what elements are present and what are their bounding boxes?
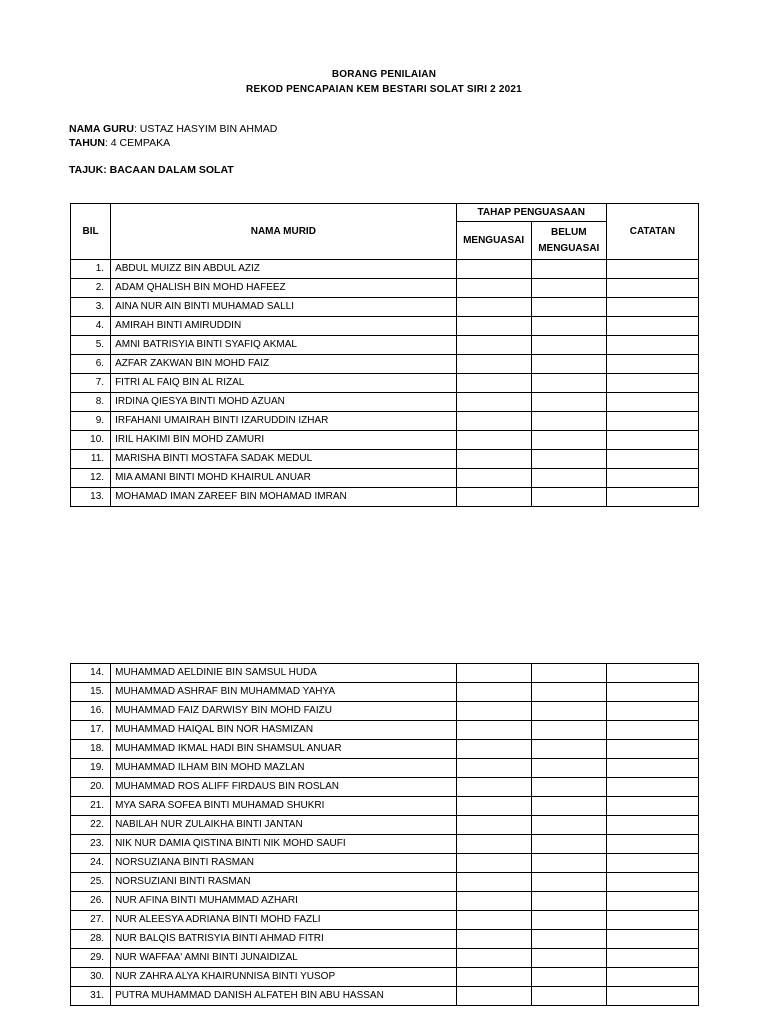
header-belum-menguasai: BELUM MENGUASAI — [531, 222, 606, 260]
student-name: MUHAMMAD ILHAM BIN MOHD MAZLAN — [111, 759, 457, 778]
belum-menguasai-cell — [531, 930, 606, 949]
catatan-cell — [606, 488, 698, 507]
table-row — [71, 279, 699, 298]
belum-menguasai-cell — [531, 816, 606, 835]
student-name: NUR AFINA BINTI MUHAMMAD AZHARI — [111, 892, 457, 911]
student-name: MARISHA BINTI MOSTAFA SADAK MEDUL — [111, 450, 457, 469]
student-name: MUHAMMAD AELDINIE BIN SAMSUL HUDA — [111, 664, 457, 683]
menguasai-cell — [456, 317, 531, 336]
menguasai-cell — [456, 721, 531, 740]
student-number: 13. — [71, 488, 111, 507]
student-name: FITRI AL FAIQ BIN AL RIZAL — [111, 374, 457, 393]
catatan-cell — [606, 778, 698, 797]
catatan-cell — [606, 968, 698, 987]
student-name: NABILAH NUR ZULAIKHA BINTI JANTAN — [111, 816, 457, 835]
belum-menguasai-cell — [531, 892, 606, 911]
belum-menguasai-cell — [531, 260, 606, 279]
student-name: ABDUL MUIZZ BIN ABDUL AZIZ — [111, 260, 457, 279]
student-name: MIA AMANI BINTI MOHD KHAIRUL ANUAR — [111, 469, 457, 488]
table-row — [71, 393, 699, 412]
menguasai-cell — [456, 835, 531, 854]
student-name: IRDINA QIESYA BINTI MOHD AZUAN — [111, 393, 457, 412]
table-row — [71, 892, 699, 911]
table-row — [71, 431, 699, 450]
student-number: 30. — [71, 968, 111, 987]
catatan-cell — [606, 683, 698, 702]
table-row — [71, 968, 699, 987]
table-row — [71, 740, 699, 759]
student-name: NIK NUR DAMIA QISTINA BINTI NIK MOHD SAUFI — [111, 835, 457, 854]
student-number: 4. — [71, 317, 111, 336]
menguasai-cell — [456, 854, 531, 873]
table-row — [71, 488, 699, 507]
student-name: MOHAMAD IMAN ZAREEF BIN MOHAMAD IMRAN — [111, 488, 457, 507]
table-row — [71, 721, 699, 740]
menguasai-cell — [456, 279, 531, 298]
class-label: TAHUN — [69, 137, 105, 149]
belum-menguasai-cell — [531, 797, 606, 816]
assessment-table-part1 — [70, 203, 699, 507]
menguasai-cell — [456, 260, 531, 279]
document-title: BORANG PENILAIAN — [331, 69, 437, 80]
student-number: 26. — [71, 892, 111, 911]
table-row — [71, 987, 699, 1006]
topic-heading: TAJUK: BACAAN DALAM SOLAT — [69, 164, 234, 176]
student-name: MYA SARA SOFEA BINTI MUHAMAD SHUKRI — [111, 797, 457, 816]
catatan-cell — [606, 355, 698, 374]
belum-menguasai-cell — [531, 279, 606, 298]
table-row — [71, 412, 699, 431]
catatan-cell — [606, 431, 698, 450]
student-number: 24. — [71, 854, 111, 873]
student-number: 31. — [71, 987, 111, 1006]
student-number: 2. — [71, 279, 111, 298]
menguasai-cell — [456, 683, 531, 702]
belum-menguasai-cell — [531, 683, 606, 702]
student-name: AZFAR ZAKWAN BIN MOHD FAIZ — [111, 355, 457, 374]
student-name: MUHAMMAD FAIZ DARWISY BIN MOHD FAIZU — [111, 702, 457, 721]
catatan-cell — [606, 260, 698, 279]
student-name: AINA NUR AIN BINTI MUHAMAD SALLI — [111, 298, 457, 317]
belum-menguasai-cell — [531, 778, 606, 797]
class-value: : 4 CEMPAKA — [104, 137, 171, 149]
menguasai-cell — [456, 911, 531, 930]
catatan-cell — [606, 987, 698, 1006]
catatan-cell — [606, 336, 698, 355]
table-row — [71, 664, 699, 683]
catatan-cell — [606, 412, 698, 431]
menguasai-cell — [456, 930, 531, 949]
table-row — [71, 930, 699, 949]
table-row — [71, 873, 699, 892]
catatan-cell — [606, 892, 698, 911]
student-name: IRIL HAKIMI BIN MOHD ZAMURI — [111, 431, 457, 450]
catatan-cell — [606, 873, 698, 892]
header-menguasai: MENGUASAI — [456, 222, 531, 260]
menguasai-cell — [456, 949, 531, 968]
belum-menguasai-cell — [531, 393, 606, 412]
menguasai-cell — [456, 450, 531, 469]
header-tahap-penguasaan: TAHAP PENGUASAAN — [456, 204, 606, 222]
teacher-line — [69, 122, 277, 136]
student-number: 8. — [71, 393, 111, 412]
table-row — [71, 450, 699, 469]
table-row — [71, 854, 699, 873]
student-name: MUHAMMAD HAIQAL BIN NOR HASMIZAN — [111, 721, 457, 740]
belum-menguasai-cell — [531, 721, 606, 740]
table-row — [71, 469, 699, 488]
belum-menguasai-cell — [531, 873, 606, 892]
belum-menguasai-cell — [531, 911, 606, 930]
menguasai-cell — [456, 797, 531, 816]
teacher-value: : USTAZ HASYIM BIN AHMAD — [133, 123, 278, 135]
student-number: 10. — [71, 431, 111, 450]
belum-menguasai-cell — [531, 374, 606, 393]
belum-menguasai-cell — [531, 450, 606, 469]
table-row — [71, 355, 699, 374]
student-number: 7. — [71, 374, 111, 393]
student-name: AMIRAH BINTI AMIRUDDIN — [111, 317, 457, 336]
catatan-cell — [606, 450, 698, 469]
belum-menguasai-cell — [531, 317, 606, 336]
teacher-label: NAMA GURU — [69, 123, 134, 135]
catatan-cell — [606, 759, 698, 778]
belum-menguasai-cell — [531, 488, 606, 507]
catatan-cell — [606, 702, 698, 721]
student-name: NUR ALEESYA ADRIANA BINTI MOHD FAZLI — [111, 911, 457, 930]
student-number: 20. — [71, 778, 111, 797]
table-row — [71, 702, 699, 721]
menguasai-cell — [456, 488, 531, 507]
student-name: PUTRA MUHAMMAD DANISH ALFATEH BIN ABU HASSAN — [111, 987, 457, 1006]
student-number: 25. — [71, 873, 111, 892]
student-number: 16. — [71, 702, 111, 721]
student-number: 17. — [71, 721, 111, 740]
header-catatan: CATATAN — [606, 204, 698, 260]
belum-menguasai-cell — [531, 949, 606, 968]
student-number: 23. — [71, 835, 111, 854]
belum-menguasai-cell — [531, 740, 606, 759]
table-row — [71, 949, 699, 968]
table-row — [71, 260, 699, 279]
belum-menguasai-cell — [531, 968, 606, 987]
catatan-cell — [606, 911, 698, 930]
catatan-cell — [606, 469, 698, 488]
belum-menguasai-cell — [531, 854, 606, 873]
table-row — [71, 835, 699, 854]
student-name: MUHAMMAD IKMAL HADI BIN SHAMSUL ANUAR — [111, 740, 457, 759]
catatan-cell — [606, 740, 698, 759]
catatan-cell — [606, 854, 698, 873]
menguasai-cell — [456, 431, 531, 450]
belum-menguasai-cell — [531, 664, 606, 683]
menguasai-cell — [456, 469, 531, 488]
table-row — [71, 778, 699, 797]
student-name: NUR BALQIS BATRISYIA BINTI AHMAD FITRI — [111, 930, 457, 949]
menguasai-cell — [456, 892, 531, 911]
student-number: 21. — [71, 797, 111, 816]
menguasai-cell — [456, 987, 531, 1006]
menguasai-cell — [456, 374, 531, 393]
catatan-cell — [606, 721, 698, 740]
student-name: NORSUZIANA BINTI RASMAN — [111, 854, 457, 873]
catatan-cell — [606, 835, 698, 854]
catatan-cell — [606, 949, 698, 968]
student-name: MUHAMMAD ASHRAF BIN MUHAMMAD YAHYA — [111, 683, 457, 702]
student-name: ADAM QHALISH BIN MOHD HAFEEZ — [111, 279, 457, 298]
catatan-cell — [606, 298, 698, 317]
menguasai-cell — [456, 702, 531, 721]
menguasai-cell — [456, 778, 531, 797]
class-line — [69, 136, 170, 150]
catatan-cell — [606, 816, 698, 835]
belum-menguasai-cell — [531, 759, 606, 778]
table-row — [71, 683, 699, 702]
student-number: 6. — [71, 355, 111, 374]
belum-menguasai-cell — [531, 298, 606, 317]
belum-menguasai-cell — [531, 431, 606, 450]
menguasai-cell — [456, 759, 531, 778]
belum-menguasai-cell — [531, 702, 606, 721]
student-number: 9. — [71, 412, 111, 431]
catatan-cell — [606, 317, 698, 336]
belum-menguasai-cell — [531, 412, 606, 431]
menguasai-cell — [456, 298, 531, 317]
table-row — [71, 317, 699, 336]
catatan-cell — [606, 279, 698, 298]
menguasai-cell — [456, 355, 531, 374]
student-number: 28. — [71, 930, 111, 949]
catatan-cell — [606, 374, 698, 393]
student-name: NORSUZIANI BINTI RASMAN — [111, 873, 457, 892]
student-number: 19. — [71, 759, 111, 778]
header-nama-murid: NAMA MURID — [111, 204, 457, 260]
student-number: 5. — [71, 336, 111, 355]
student-name: MUHAMMAD ROS ALIFF FIRDAUS BIN ROSLAN — [111, 778, 457, 797]
menguasai-cell — [456, 816, 531, 835]
table-row — [71, 374, 699, 393]
student-name: NUR ZAHRA ALYA KHAIRUNNISA BINTI YUSOP — [111, 968, 457, 987]
student-number: 18. — [71, 740, 111, 759]
belum-menguasai-cell — [531, 355, 606, 374]
table-row — [71, 759, 699, 778]
table-row — [71, 298, 699, 317]
student-number: 29. — [71, 949, 111, 968]
student-name: NUR WAFFAA' AMNI BINTI JUNAIDIZAL — [111, 949, 457, 968]
menguasai-cell — [456, 740, 531, 759]
student-number: 27. — [71, 911, 111, 930]
catatan-cell — [606, 664, 698, 683]
student-number: 14. — [71, 664, 111, 683]
catatan-cell — [606, 797, 698, 816]
student-number: 12. — [71, 469, 111, 488]
assessment-table-part2 — [70, 663, 699, 1006]
catatan-cell — [606, 393, 698, 412]
menguasai-cell — [456, 968, 531, 987]
menguasai-cell — [456, 664, 531, 683]
menguasai-cell — [456, 412, 531, 431]
header-bil: BIL — [71, 204, 111, 260]
table-row — [71, 816, 699, 835]
student-number: 3. — [71, 298, 111, 317]
student-number: 15. — [71, 683, 111, 702]
menguasai-cell — [456, 393, 531, 412]
table-row — [71, 911, 699, 930]
belum-menguasai-cell — [531, 835, 606, 854]
table-row — [71, 336, 699, 355]
student-number: 11. — [71, 450, 111, 469]
student-name: IRFAHANI UMAIRAH BINTI IZARUDDIN IZHAR — [111, 412, 457, 431]
belum-menguasai-cell — [531, 336, 606, 355]
student-number: 1. — [71, 260, 111, 279]
student-number: 22. — [71, 816, 111, 835]
document-subtitle: REKOD PENCAPAIAN KEM BESTARI SOLAT SIRI 2 2021 — [246, 84, 522, 95]
belum-menguasai-cell — [531, 987, 606, 1006]
catatan-cell — [606, 930, 698, 949]
belum-menguasai-cell — [531, 469, 606, 488]
student-name: AMNI BATRISYIA BINTI SYAFIQ AKMAL — [111, 336, 457, 355]
table-row — [71, 797, 699, 816]
menguasai-cell — [456, 873, 531, 892]
menguasai-cell — [456, 336, 531, 355]
